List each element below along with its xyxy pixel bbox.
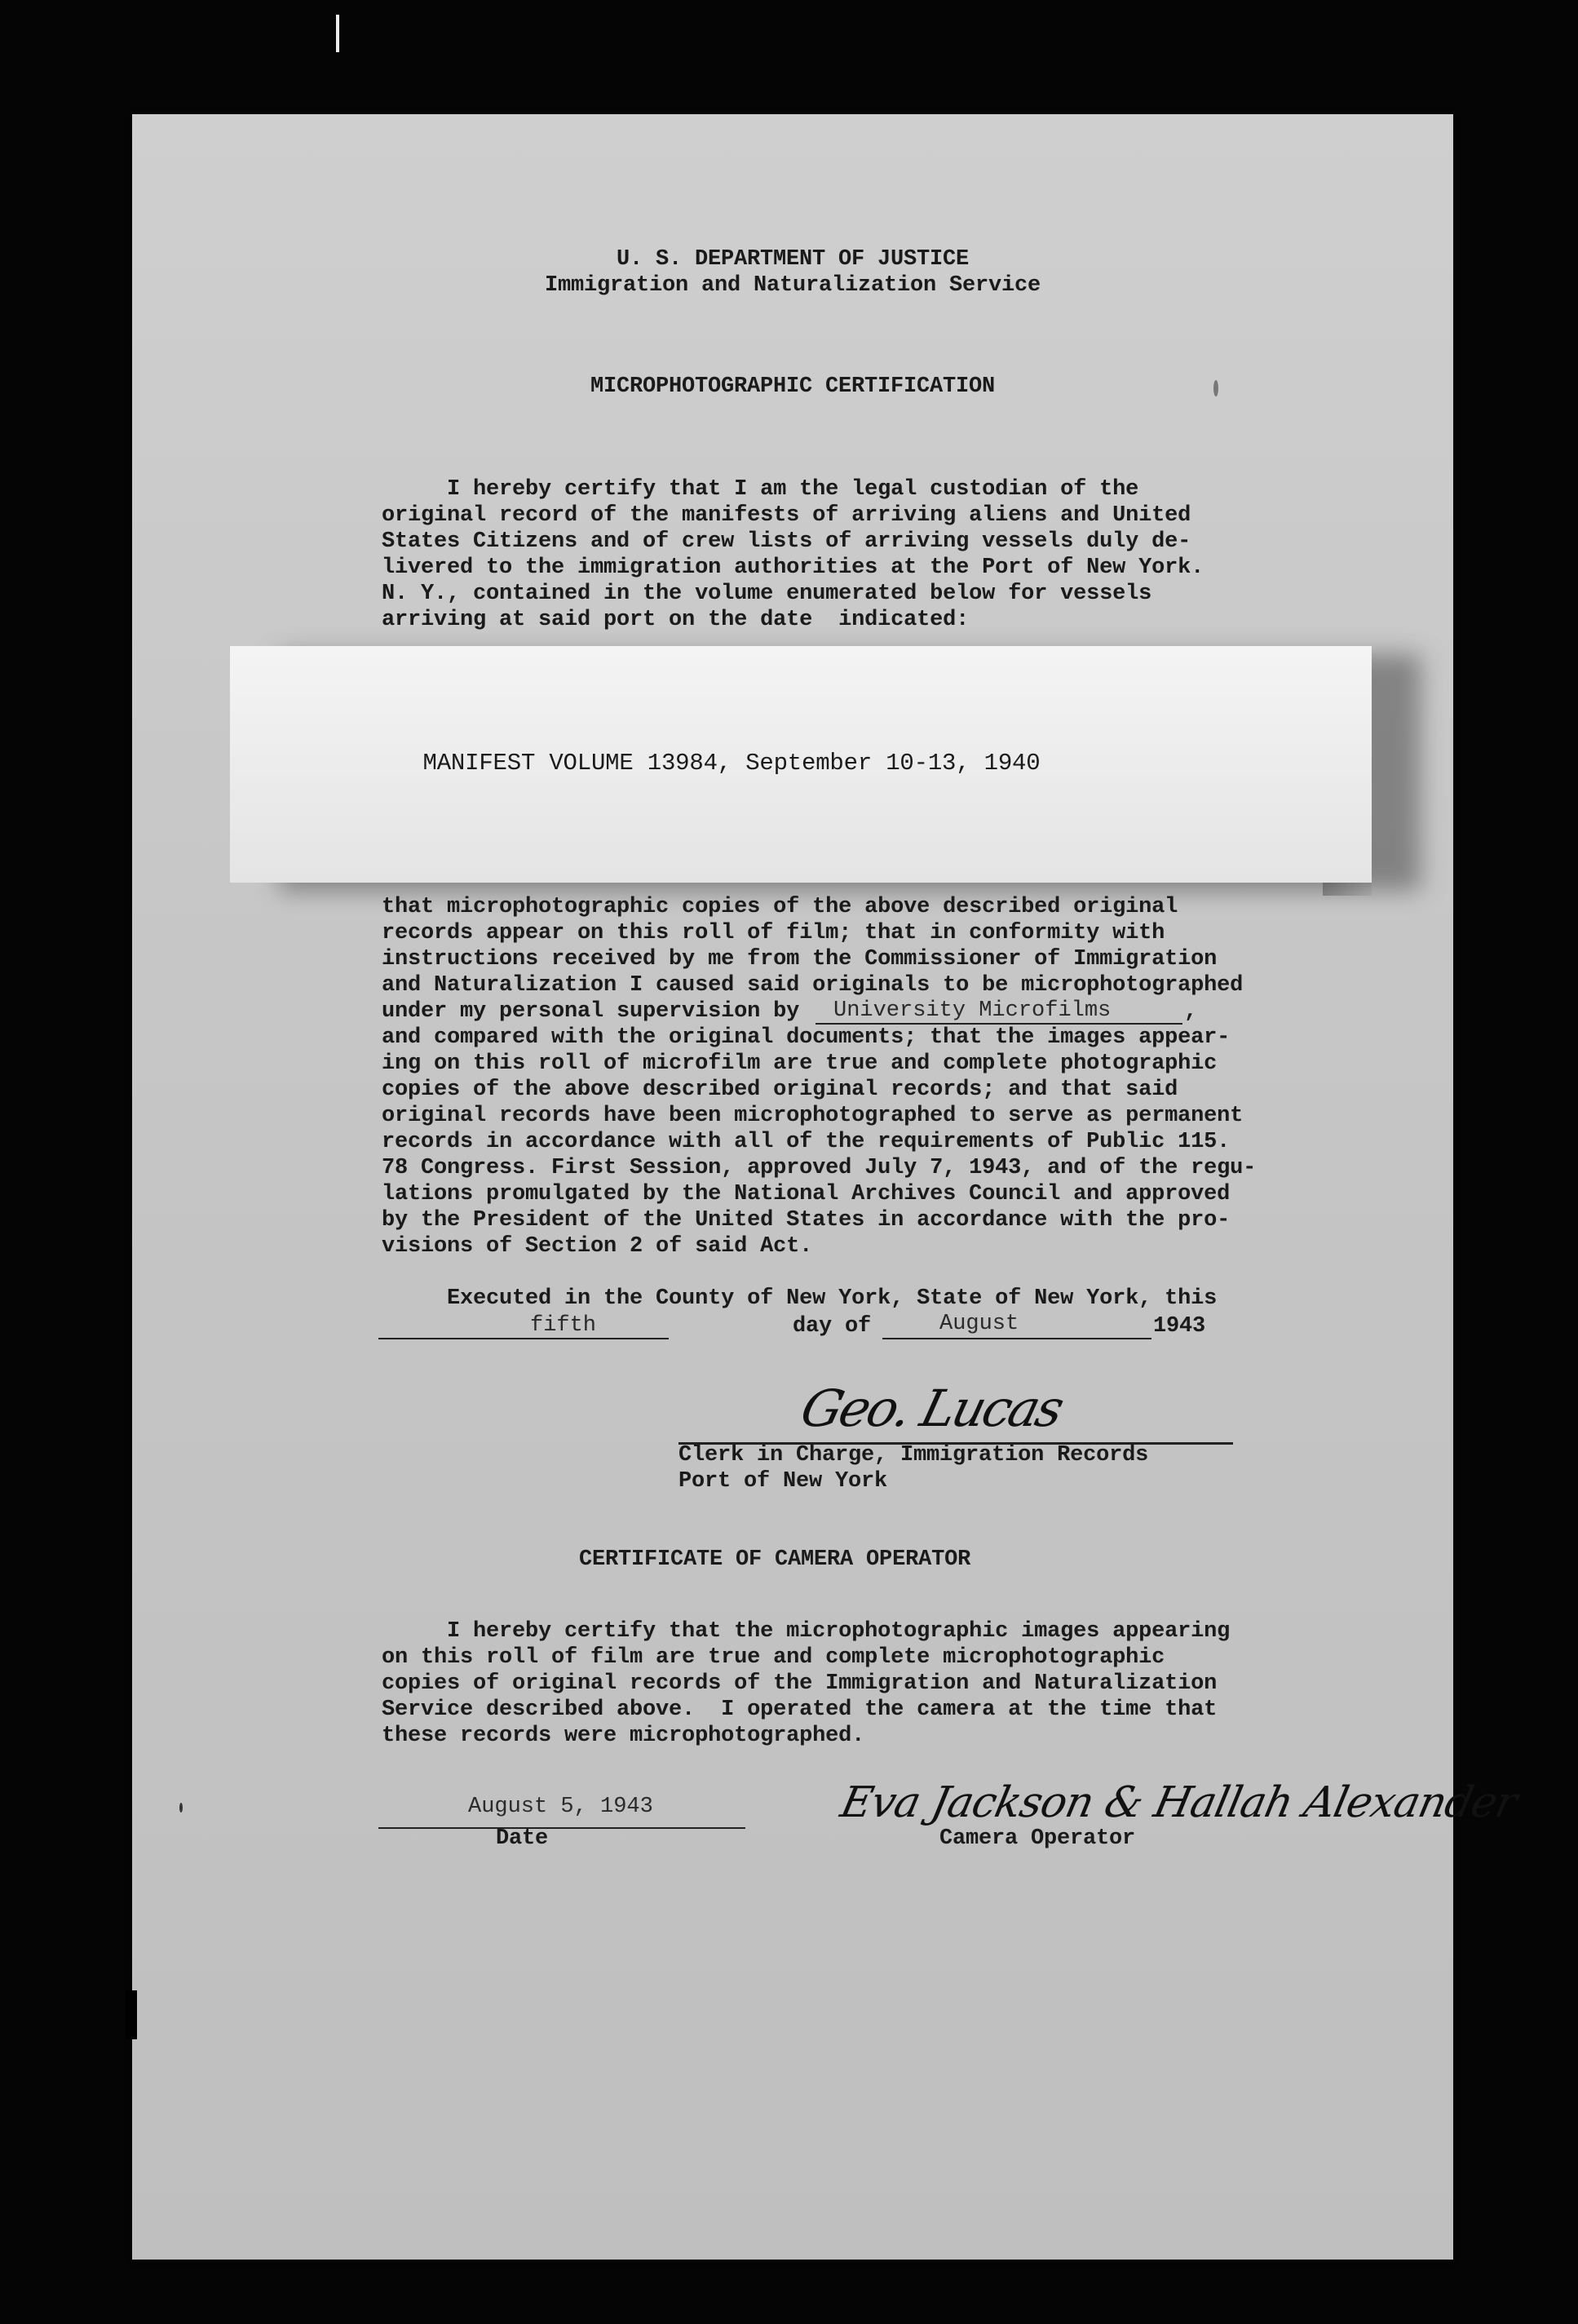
volume-label-strip — [230, 646, 1372, 883]
film-blemish — [1213, 380, 1218, 396]
paragraph-line: visions of Section 2 of said Act. — [382, 1234, 813, 1259]
operator-signature: Eva Jackson & Hallah Alexander — [836, 1778, 1521, 1827]
film-blemish — [179, 1803, 183, 1813]
execution-day-underline — [378, 1338, 669, 1339]
paragraph-line: records in accordance with all of the requirements of Public 115. — [382, 1130, 1231, 1154]
paragraph-line: by the President of the United States in accordance with the pro- — [382, 1208, 1231, 1233]
paragraph-line: these records were microphotographed. — [382, 1724, 865, 1748]
paragraph-line: instructions received by me from the Commissioner of Immigration — [382, 947, 1218, 972]
supervisor-name: University Microfilms — [833, 998, 1112, 1023]
clerk-office: Port of New York — [678, 1469, 888, 1494]
paragraph-line: on this roll of film are true and complete microphotographic — [382, 1645, 1165, 1670]
execution-month-underline — [882, 1338, 1151, 1339]
paragraph-line: I hereby certify that I am the legal custodian of the — [382, 477, 1139, 502]
film-edge-mark — [126, 1990, 137, 2039]
paragraph-line: that microphotographic copies of the above described original — [382, 895, 1178, 919]
paragraph-line: States Citizens and of crew lists of arriving vessels duly de- — [382, 529, 1191, 554]
service-heading: Immigration and Naturalization Service — [544, 273, 1041, 298]
paragraph-line: arriving at said port on the date indicated: — [382, 608, 970, 632]
paragraph-line: I hereby certify that the microphotographic images appearing — [382, 1619, 1231, 1644]
execution-day: fifth — [530, 1313, 597, 1338]
paragraph-line: Service described above. I operated the camera at the time that — [382, 1698, 1218, 1722]
paragraph-line: lations promulgated by the National Archives Council and approved — [382, 1182, 1231, 1206]
clerk-signature: Geo. Lucas — [794, 1379, 1068, 1438]
paragraph-line: original records have been microphotographed to serve as permanent — [382, 1104, 1244, 1128]
day-of-label: day of — [793, 1314, 872, 1339]
paragraph-line: ing on this roll of microfilm are true and complete photographic — [382, 1051, 1218, 1076]
paragraph-line: and compared with the original documents; that the images appear- — [382, 1025, 1231, 1050]
paragraph-line: copies of the above described original records; and that said — [382, 1078, 1178, 1102]
camera-certificate-title: CERTIFICATE OF CAMERA OPERATOR — [579, 1547, 971, 1572]
operator-date-label: Date — [496, 1826, 549, 1851]
operator-date-value: August 5, 1943 — [468, 1795, 653, 1819]
film-scratch — [336, 15, 339, 52]
camera-operator-label: Camera Operator — [939, 1826, 1136, 1851]
paragraph-line: records appear on this roll of film; that in conformity with — [382, 921, 1165, 945]
paragraph-line: under my personal supervision by — [382, 999, 800, 1024]
paragraph-line: N. Y., contained in the volume enumerated below for vessels — [382, 582, 1152, 606]
manifest-volume-line: MANIFEST VOLUME 13984, September 10-13, 1940 — [422, 750, 1041, 777]
agency-heading: U. S. DEPARTMENT OF JUSTICE — [616, 247, 970, 272]
operator-date-underline — [378, 1827, 745, 1829]
paragraph-line: copies of original records of the Immigration and Naturalization — [382, 1671, 1218, 1696]
execution-month: August — [939, 1312, 1019, 1336]
paragraph-line: original record of the manifests of arriving aliens and United — [382, 503, 1191, 528]
supervisor-comma: , — [1184, 999, 1198, 1024]
paragraph-line: livered to the immigration authorities at the Port of New York. — [382, 556, 1204, 580]
paragraph-line: and Naturalization I caused said originals to be microphotographed — [382, 973, 1244, 998]
certification-title: MICROPHOTOGRAPHIC CERTIFICATION — [590, 374, 996, 399]
certificate-page — [132, 114, 1521, 2260]
execution-year: 1943 — [1153, 1314, 1206, 1339]
executed-line: Executed in the County of New York, State of New York, this — [382, 1286, 1218, 1311]
clerk-title: Clerk in Charge, Immigration Records — [678, 1443, 1149, 1467]
paragraph-line: 78 Congress. First Session, approved July 7, 1943, and of the regu- — [382, 1156, 1257, 1180]
